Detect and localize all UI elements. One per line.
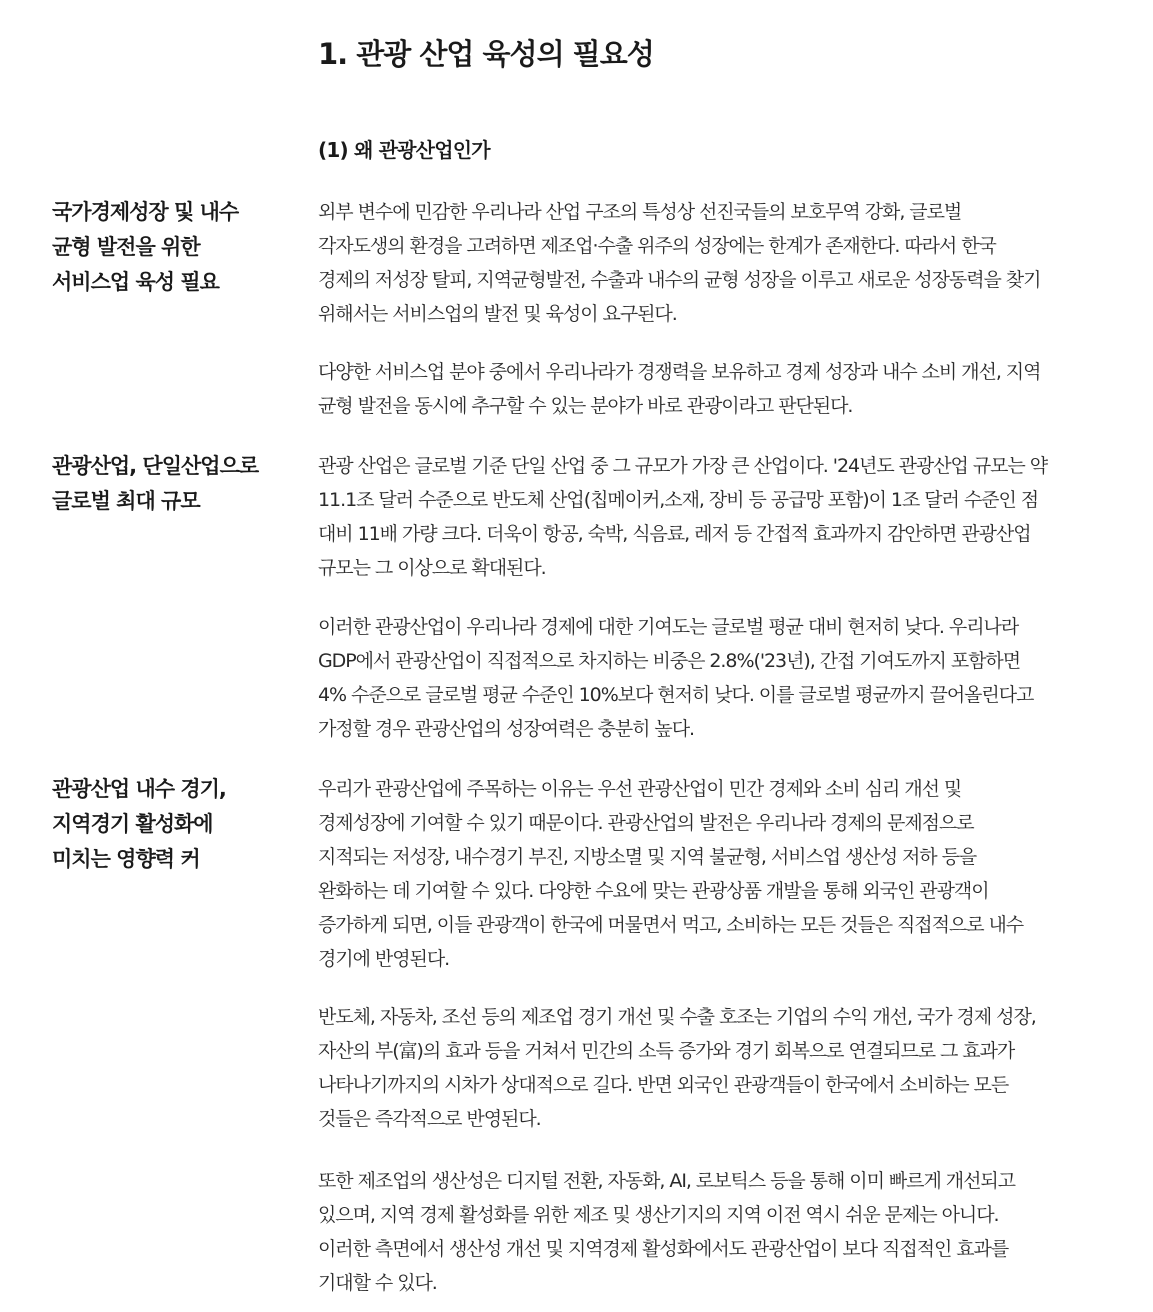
side-label-line: 미치는 영향력 커 (52, 847, 200, 871)
side-label-line: 서비스업 육성 필요 (52, 270, 219, 294)
text-line: 또한 제조업의 생산성은 디지털 전환, 자동화, AI, 로보틱스 등을 통해 이미 빠르게 개선되고 (318, 1170, 1015, 1192)
text-line: 가정할 경우 관광산업의 성장여력은 충분히 높다. (318, 718, 695, 740)
text-line: 균형 발전을 동시에 추구할 수 있는 분야가 바로 관광이라고 판단된다. (318, 395, 853, 417)
text-line: GDP에서 관광산업이 직접적으로 차지하는 비중은 2.8%('23년), 간접 기여도까지 포함하면 (318, 650, 1021, 672)
text-line: 다양한 서비스업 분야 중에서 우리나라가 경쟁력을 보유하고 경제 성장과 내수 소비 개선, 지역 (318, 361, 1041, 383)
paragraph-block-3-1 (318, 772, 1133, 976)
side-label-block-1 (52, 195, 302, 300)
paragraph-block-1-1 (318, 195, 1133, 331)
side-label-line: 균형 발전을 위한 (52, 235, 200, 259)
text-line: 지적되는 저성장, 내수경기 부진, 지방소멸 및 지역 불균형, 서비스업 생산성 저하 등을 (318, 846, 977, 868)
paragraph-block-3-2 (318, 1000, 1133, 1136)
text-line: 것들은 즉각적으로 반영된다. (318, 1108, 541, 1130)
text-line: 이러한 관광산업이 우리나라 경제에 대한 기여도는 글로벌 평균 대비 현저히 낮다. 우리나라 (318, 616, 1019, 638)
text-line: 위해서는 서비스업의 발전 및 육성이 요구된다. (318, 303, 677, 325)
text-line: 증가하게 되면, 이들 관광객이 한국에 머물면서 먹고, 소비하는 모든 것들은 직접적으로 내수 (318, 914, 1024, 936)
text-line: 있으며, 지역 경제 활성화를 위한 제조 및 생산기지의 지역 이전 역시 쉬운 문제는 아니다. (318, 1204, 999, 1226)
side-label-line: 국가경제성장 및 내수 (52, 200, 239, 224)
text-line: 완화하는 데 기여할 수 있다. 다양한 수요에 맞는 관광상품 개발을 통해 외국인 관광객이 (318, 880, 989, 902)
paragraph-block-2-1 (318, 449, 1133, 585)
paragraph-block-3-3 (318, 1164, 1133, 1300)
side-label-block-3 (52, 772, 302, 877)
side-label-line: 지역경기 활성화에 (52, 812, 213, 836)
text-line: 우리가 관광산업에 주목하는 이유는 우선 관광산업이 민간 경제와 소비 심리 개선 및 (318, 778, 962, 800)
text-line: 기대할 수 있다. (318, 1272, 437, 1294)
text-line: 반도체, 자동차, 조선 등의 제조업 경기 개선 및 수출 호조는 기업의 수익 개선, 국가 경제 성장, (318, 1006, 1036, 1028)
side-label-line: 관광산업, 단일산업으로 (52, 454, 259, 478)
text-line: 각자도생의 환경을 고려하면 제조업·수출 위주의 성장에는 한계가 존재한다. 따라서 한국 (318, 235, 996, 257)
text-line: 외부 변수에 민감한 우리나라 산업 구조의 특성상 선진국들의 보호무역 강화, 글로벌 (318, 201, 962, 223)
paragraph-block-1-2 (318, 355, 1133, 423)
text-line: 대비 11배 가량 크다. 더욱이 항공, 숙박, 식음료, 레저 등 간접적 효과까지 감안하면 관광산업 (318, 523, 1031, 545)
text-line: 이러한 측면에서 생산성 개선 및 지역경제 활성화에서도 관광산업이 보다 직접적인 효과를 (318, 1238, 1009, 1260)
text-line: 자산의 부(富)의 효과 등을 거쳐서 민간의 소득 증가와 경기 회복으로 연결되므로 그 효과가 (318, 1040, 1015, 1062)
side-label-block-2 (52, 449, 302, 519)
text-line: 11.1조 달러 수준으로 반도체 산업(칩메이커,소재, 장비 등 공급망 포함)이 1조 달러 수준인 점 (318, 489, 1039, 511)
text-line: 경제성장에 기여할 수 있기 때문이다. 관광산업의 발전은 우리나라 경제의 문제점으로 (318, 812, 974, 834)
text-line: 경제의 저성장 탈피, 지역균형발전, 수출과 내수의 균형 성장을 이루고 새로운 성장동력을 찾기 (318, 269, 1041, 291)
side-label-line: 관광산업 내수 경기, (52, 777, 226, 801)
text-line: 4% 수준으로 글로벌 평균 수준인 10%보다 현저히 낮다. 이를 글로벌 평균까지 끌어올린다고 (318, 684, 1034, 706)
side-label-line: 글로벌 최대 규모 (52, 489, 200, 513)
page-title: 1. 관광 산업 육성의 필요성 (318, 37, 654, 71)
text-line: 경기에 반영된다. (318, 948, 450, 970)
text-line: 나타나기까지의 시차가 상대적으로 길다. 반면 외국인 관광객들이 한국에서 소비하는 모든 (318, 1074, 1009, 1096)
text-line: 관광 산업은 글로벌 기준 단일 산업 중 그 규모가 가장 큰 산업이다. '24년도 관광산업 규모는 약 (318, 455, 1048, 477)
section-title: (1) 왜 관광산업인가 (318, 138, 490, 162)
text-line: 규모는 그 이상으로 확대된다. (318, 557, 546, 579)
paragraph-block-2-2 (318, 610, 1133, 746)
